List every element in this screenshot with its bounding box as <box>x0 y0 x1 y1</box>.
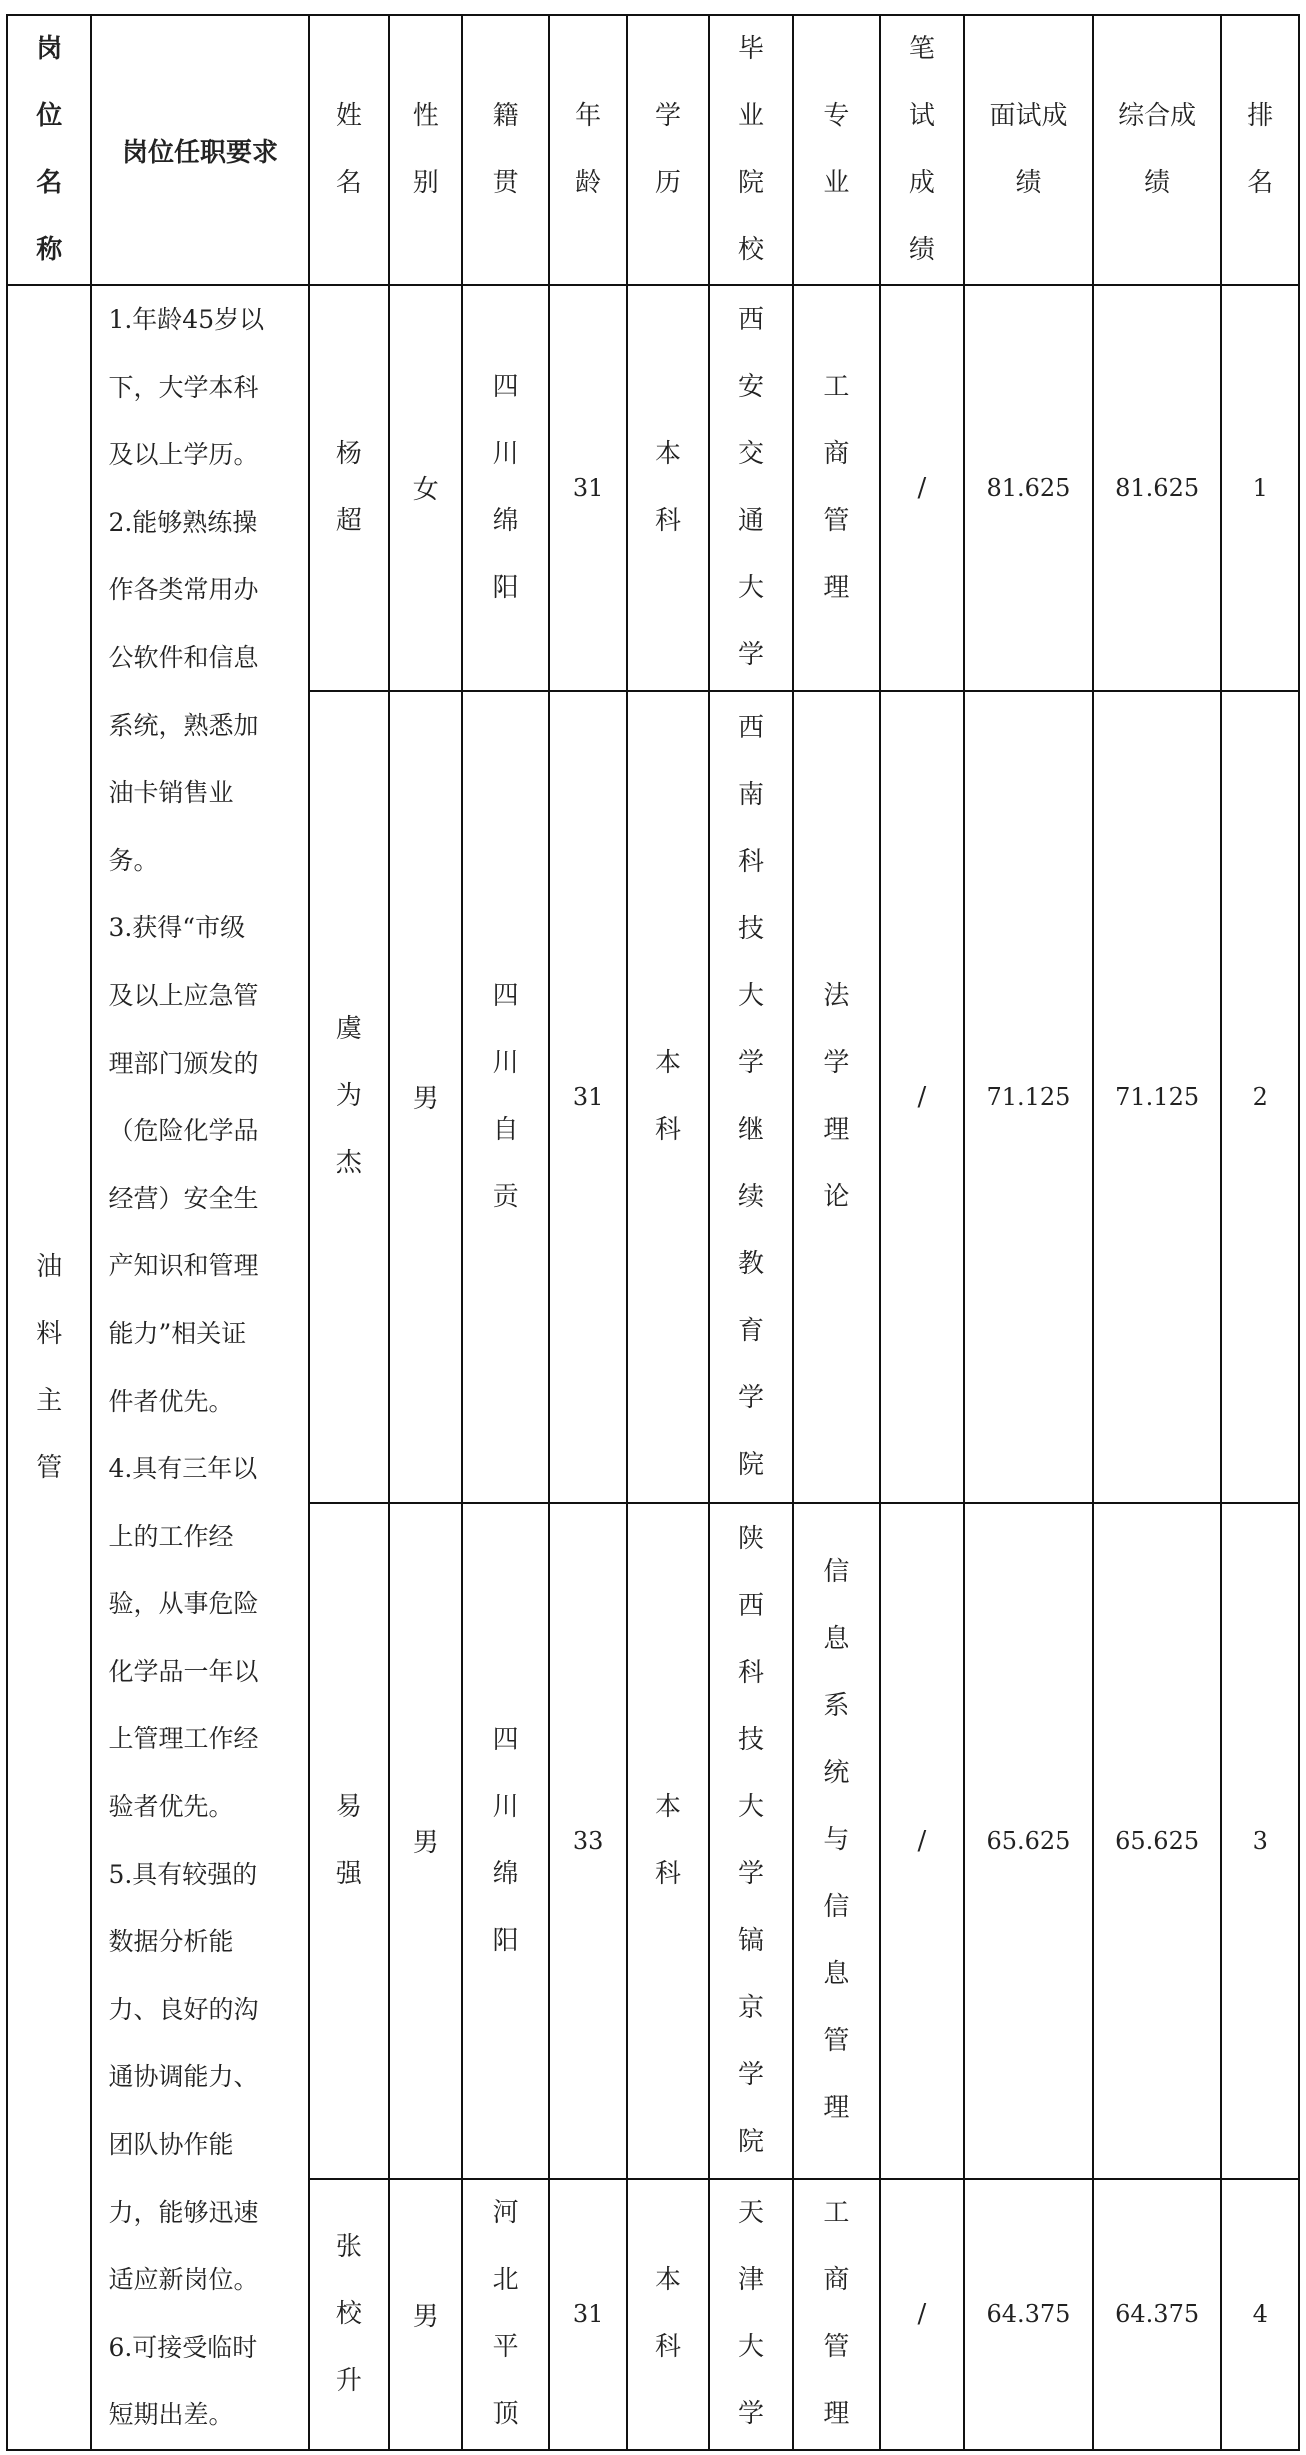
header-written: 笔 试 成 绩 <box>880 15 964 285</box>
interview-score-cell: 64.375 <box>964 2179 1093 2450</box>
header-name: 姓 名 <box>309 15 389 285</box>
gender-cell: 女 <box>389 285 462 691</box>
age-cell: 31 <box>549 285 627 691</box>
header-interview: 面试成 绩 <box>964 15 1093 285</box>
header-row <box>7 15 1299 285</box>
header-age: 年 龄 <box>549 15 627 285</box>
header-position: 岗 位 名 称 <box>7 15 91 285</box>
header-total: 综合成 绩 <box>1093 15 1222 285</box>
education-cell: 本 科 <box>627 691 708 1503</box>
origin-cell: 四 川 自 贡 <box>462 691 548 1503</box>
gender-cell: 男 <box>389 691 462 1503</box>
origin-cell: 河 北 平 顶 <box>462 2179 548 2450</box>
name-cell: 张 校 升 <box>309 2179 389 2450</box>
total-score-cell: 65.625 <box>1093 1503 1222 2179</box>
total-score-cell: 71.125 <box>1093 691 1222 1503</box>
table-row <box>7 285 1299 691</box>
header-major: 专 业 <box>793 15 879 285</box>
major-cell: 信 息 系 统 与 信 息 管 理 <box>793 1503 879 2179</box>
age-cell: 33 <box>549 1503 627 2179</box>
rank-cell: 4 <box>1221 2179 1299 2450</box>
rank-cell: 2 <box>1221 691 1299 1503</box>
education-cell: 本 科 <box>627 2179 708 2450</box>
written-score-cell: / <box>880 691 964 1503</box>
interview-score-cell: 65.625 <box>964 1503 1093 2179</box>
education-cell: 本 科 <box>627 285 708 691</box>
name-cell: 虞 为 杰 <box>309 691 389 1503</box>
name-cell: 杨 超 <box>309 285 389 691</box>
gender-cell: 男 <box>389 2179 462 2450</box>
header-education: 学 历 <box>627 15 708 285</box>
position-cell: 油 料 主 管 <box>7 285 91 2450</box>
school-cell: 西 南 科 技 大 学 继 续 教 育 学 院 <box>709 691 793 1503</box>
age-cell: 31 <box>549 2179 627 2450</box>
age-cell: 31 <box>549 691 627 1503</box>
gender-cell: 男 <box>389 1503 462 2179</box>
origin-cell: 四 川 绵 阳 <box>462 285 548 691</box>
header-requirement: 岗位任职要求 <box>91 15 308 285</box>
name-cell: 易 强 <box>309 1503 389 2179</box>
written-score-cell: / <box>880 285 964 691</box>
interview-score-cell: 81.625 <box>964 285 1093 691</box>
requirements-cell: 1.年龄45岁以 下，大学本科 及以上学历。 2.能够熟练操 作各类常用办 公软件和信息 系统，熟悉加 油卡销售业 务。 3.获得“市级 及以上应急管 理部门颁发的 （危险化学品 经营）安全生 产知识和管理 能力”相关证 件者优先。 4.具有三年以 上的工作经 验，从事危险 化学品一年以 上管理工作经 验者优先。 5.具有较强的 数据分析能 力、良好的沟 通协调能力、 团队协作能 力，能够迅速 适应新岗位。 6.可接受临时 短期出差。 <box>91 285 308 2450</box>
school-cell: 陕 西 科 技 大 学 镐 京 学 院 <box>709 1503 793 2179</box>
interview-score-cell: 71.125 <box>964 691 1093 1503</box>
education-cell: 本 科 <box>627 1503 708 2179</box>
origin-cell: 四 川 绵 阳 <box>462 1503 548 2179</box>
major-cell: 工 商 管 理 <box>793 2179 879 2450</box>
total-score-cell: 81.625 <box>1093 285 1222 691</box>
header-rank: 排 名 <box>1221 15 1299 285</box>
rank-cell: 1 <box>1221 285 1299 691</box>
written-score-cell: / <box>880 1503 964 2179</box>
header-school: 毕 业 院 校 <box>709 15 793 285</box>
header-gender: 性 别 <box>389 15 462 285</box>
school-cell: 西 安 交 通 大 学 <box>709 285 793 691</box>
written-score-cell: / <box>880 2179 964 2450</box>
header-origin: 籍 贯 <box>462 15 548 285</box>
school-cell: 天 津 大 学 <box>709 2179 793 2450</box>
major-cell: 工 商 管 理 <box>793 285 879 691</box>
major-cell: 法 学 理 论 <box>793 691 879 1503</box>
rank-cell: 3 <box>1221 1503 1299 2179</box>
applicant-score-table <box>6 14 1300 2451</box>
total-score-cell: 64.375 <box>1093 2179 1222 2450</box>
